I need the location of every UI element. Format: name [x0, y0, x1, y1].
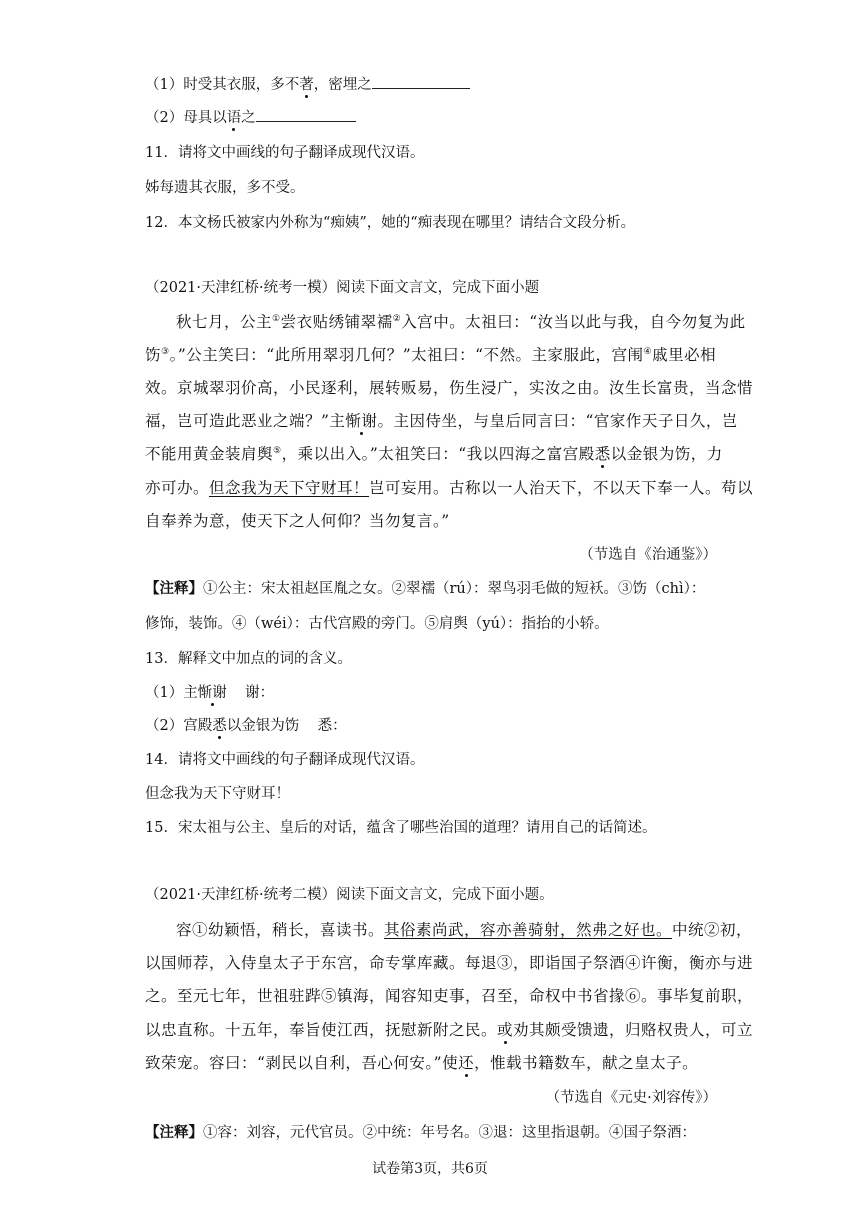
passage2-line-6: 亦可办。但念我为天下守财耳！岂可妄用。古称以一人治天下，不以天下奉一人。苟以: [145, 479, 754, 497]
q13-question: 13．解释文中加点的词的含义。: [145, 651, 352, 667]
q10-item-2: （2）母具以语之: [145, 106, 356, 127]
passage3-line-3: 之。至元七年，世祖驻跸⑤镇海，闻容知吏事，召至，命权中书省掾⑥。事毕复前职，: [145, 987, 754, 1005]
underlined-sentence: 其俗素尚武，容亦善骑射，然弗之好也。: [384, 921, 673, 939]
passage3-line-5: 致荣宠。容曰：“剥民以自利，吾心何安。”使还，惟载书籍数车，献之皇太子。: [145, 1054, 699, 1072]
dotted-word: 著: [299, 77, 314, 93]
passage3-line-2: 以国师荐，入侍皇太子于东宫，命专掌库藏。每退③，即诣国子祭酒④许衡，衡亦与进: [145, 954, 754, 972]
q11-question: 11．请将文中画线的句子翻译成现代汉语。: [145, 145, 425, 161]
dotted-word: 还: [458, 1054, 475, 1072]
answer-blank[interactable]: [256, 107, 356, 122]
underlined-sentence: 但念我为天下守财耳！: [209, 479, 370, 497]
dotted-word: 惭谢: [345, 412, 378, 430]
passage2-notes-2: 修饰，装饰。④（wéi）：古代宫殿的旁门。⑤肩舆（yú）：指抬的小轿。: [145, 616, 609, 632]
q14-sentence: 但念我为天下守财耳！: [145, 786, 290, 802]
q14-question: 14．请将文中画线的句子翻译成现代汉语。: [145, 752, 425, 768]
passage2-line-4: 福，岂可造此恶业之端？”主惭谢。主因侍坐，与皇后同言曰：“官家作天子日久，岂: [145, 412, 738, 430]
dotted-word: 悉: [212, 718, 227, 734]
dotted-word: 语: [226, 110, 242, 126]
q12-question: 12．本文杨氏被家内外称为“痴姨”，她的“痴表现在哪里？请结合文段分析。: [145, 215, 636, 231]
passage2-line-7: 自奉养为意，使天下之人何仰？当勿复言。”: [145, 512, 450, 530]
passage3-line-1: 容①幼颖悟，稍长，喜读书。其俗素尚武，容亦善骑射，然弗之好也。中统②初，: [176, 921, 753, 939]
passage3-line-4: 以忠直称。十五年，奉旨使江西，抚慰新附之民。或劝其颇受馈遗，归赂权贵人，可立: [145, 1021, 754, 1039]
dotted-word: 悉: [594, 445, 611, 463]
q11-sentence: 姊每遗其衣服，多不受。: [145, 180, 305, 196]
passage2-line-1: 秋七月，公主①尝衣贴绣铺翠襦②入宫中。太祖曰：“汝当以此与我，自今勿复为此: [176, 313, 746, 331]
passage3-header: （2021·天津红桥·统考二模）阅读下面文言文，完成下面小题。: [145, 887, 554, 903]
q13-item-1: （1）主惭谢 谢：: [145, 685, 275, 701]
passage2-header: （2021·天津红桥·统考一模）阅读下面文言文，完成下面小题: [145, 280, 540, 296]
answer-blank[interactable]: [372, 74, 470, 89]
passage3-notes-1: 【注释】①容：刘容，元代官员。②中统：年号名。③退：这里指退朝。④国子祭酒：: [145, 1124, 696, 1141]
page-footer: 试卷第3页，共6页: [372, 1161, 488, 1177]
passage3-source: （节选自《元史·刘容传》）: [545, 1090, 717, 1106]
dotted-word: 惭谢: [197, 685, 227, 701]
passage2-notes-1: 【注释】①公主：宋太祖赵匡胤之女。②翠襦（rú）：翠鸟羽毛做的短袄。③饬（chì）：: [145, 580, 706, 597]
passage2-line-2: 饬③。”公主笑曰：“此所用翠羽几何？”太祖曰：“不然。主家服此，宫闱④戚里必相: [145, 346, 717, 364]
q10-item-1: （1）时受其衣服，多不著，密埋之: [145, 73, 470, 94]
passage2-source: （节选自《治通鉴》）: [579, 547, 717, 563]
dotted-word: 或: [497, 1021, 514, 1039]
passage2-line-5: 不能用黄金装肩舆⑤，乘以出入。”太祖笑曰：“我以四海之富宫殿悉以金银为饬，力: [145, 445, 723, 463]
passage2-line-3: 效。京城翠羽价高，小民逐利，展转贩易，伤生浸广，实汝之由。汝生长富贵，当念惜: [145, 379, 754, 397]
q13-item-2: （2）宫殿悉以金银为饬 悉：: [145, 718, 347, 734]
q15-question: 15．宋太祖与公主、皇后的对话，蕴含了哪些治国的道理？请用自己的话简述。: [145, 820, 657, 836]
